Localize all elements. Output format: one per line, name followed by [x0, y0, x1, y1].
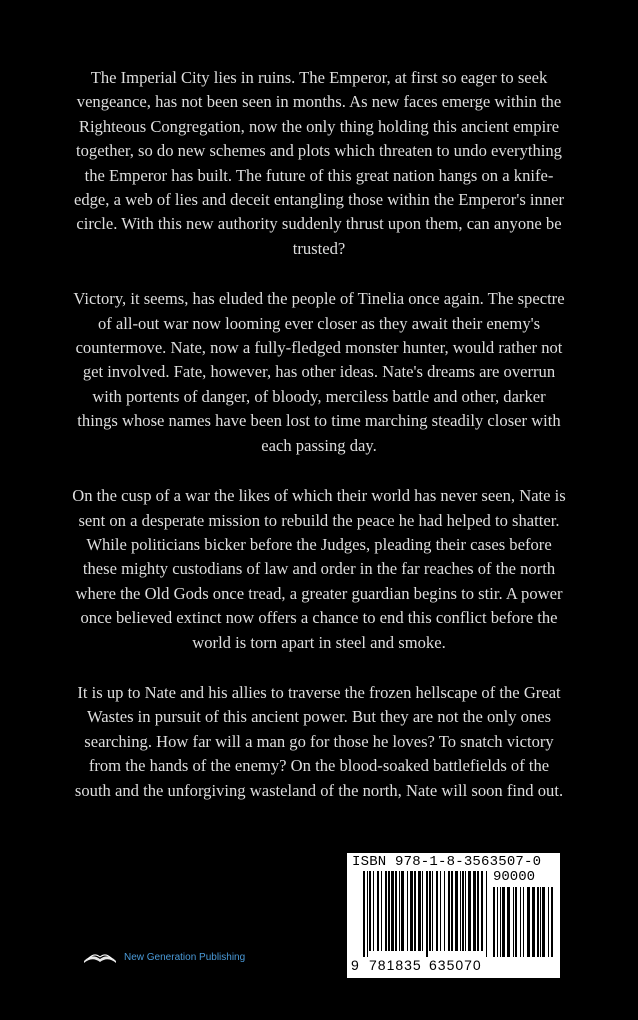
barcode-bar [407, 871, 408, 951]
barcode-bar [429, 871, 431, 951]
barcode-bar [477, 871, 479, 951]
barcode-bar [377, 871, 379, 951]
blurb-paragraph-4: It is up to Nate and his allies to traverse the frozen hellscape of the Great Wastes in pursuit of this ancient power. But they are not the only ones searching. How far will a man go for those he loves? To snatch victory from the hands of the enemy? On the blood-soaked battlefields of the south and the unforgiving wasteland of the north, Nate will soon find out. [74, 682, 564, 800]
barcode-bar [399, 871, 400, 951]
barcode-bar [426, 871, 428, 957]
barcode-bar [532, 887, 535, 957]
barcode-bar [493, 887, 495, 957]
barcode-bar [537, 887, 539, 957]
barcode-bar [455, 871, 458, 951]
barcode-bar [448, 871, 450, 951]
blurb-paragraph-1: The Imperial City lies in ruins. The Emperor, at first so eager to seek vengeance, has not been seen in months. As new faces emerge within the Righteous Congregation, now the only thing holding this ancient empire together, so do new schemes and plots which threaten to undo everything the Emperor has built. The future of this great nation hangs on a knife-edge, a web of lies and deceit entangling those within the Emperor's inner circle. With this new authority suddenly thrust upon them, can anyone be trusted? [73, 68, 565, 258]
barcode-bar [369, 871, 371, 951]
publisher-logo [82, 950, 245, 964]
barcode-bar [410, 871, 413, 951]
barcode-bar [486, 871, 487, 957]
barcode-bar [523, 887, 524, 957]
barcode-bar [373, 871, 374, 951]
barcode-bar [527, 887, 530, 957]
barcode-bar [395, 871, 397, 951]
barcode-bar [381, 871, 382, 951]
barcode-bar [502, 887, 505, 957]
barcode-right-group: 635070 [429, 957, 482, 973]
barcode-bar [418, 871, 421, 951]
blurb-paragraph-2: Victory, it seems, has eluded the people of Tinelia once again. The spectre of all-out war now looming ever closer as they await their enemy's countermove. Nate, now a fully-fledged monster hunter, would rather not get involved. Fate, however, has other ideas. Nate's dreams are overrun with portents of danger, of bloody, merciless battle and other, darker things whose names have been lost to time marching steadily closer with each passing day. [73, 289, 565, 455]
barcode-bar [497, 887, 498, 957]
open-book-icon [82, 950, 118, 964]
barcode-bar [540, 887, 541, 957]
barcode-bar [414, 871, 416, 951]
barcode-bar [542, 887, 545, 957]
isbn-barcode [347, 853, 560, 978]
barcode-bar [507, 887, 510, 957]
barcode-bar [422, 871, 423, 951]
barcode-bar [391, 871, 394, 951]
barcode-bar [551, 887, 553, 957]
barcode-first-digit: 9 [351, 957, 360, 973]
barcode-bar [520, 887, 521, 957]
barcode-bar [385, 871, 387, 951]
back-cover-blurb [70, 66, 568, 829]
barcode-bar [440, 871, 441, 951]
barcode-bar [432, 871, 433, 951]
barcode-bar [388, 871, 390, 951]
barcode-bar [462, 871, 464, 951]
barcode-left-group: 781835 [369, 957, 422, 973]
barcode-bar [500, 887, 501, 957]
barcode-bar [401, 871, 404, 951]
isbn-label: ISBN 978-1-8-3563507-0 [352, 854, 542, 870]
barcode-bar [513, 887, 514, 957]
barcode-bar [460, 871, 461, 951]
barcode-bar [468, 871, 471, 951]
barcode-bar [451, 871, 453, 951]
barcode-bar [363, 871, 365, 957]
barcode-bar [436, 871, 438, 951]
barcode-bar [548, 887, 549, 957]
barcode-bar [367, 871, 368, 957]
barcode-bar [515, 887, 517, 957]
barcode-bar [473, 871, 476, 951]
barcode-bar [444, 871, 445, 951]
barcode-bar [481, 871, 483, 951]
barcode-bar [465, 871, 466, 951]
publisher-name: New Generation Publishing [124, 951, 246, 963]
price-code: 90000 [493, 869, 536, 885]
blurb-paragraph-3: On the cusp of a war the likes of which their world has never seen, Nate is sent on a desperate mission to rebuild the peace he had helped to shatter. While politicians bicker before the Judges, pleading their cases before these mighty custodians of law and order in the far reaches of the north where the Old Gods once tread, a greater guardian begins to stir. A power once believed extinct now offers a chance to end this conflict before the world is torn apart in steel and smoke. [72, 486, 566, 652]
